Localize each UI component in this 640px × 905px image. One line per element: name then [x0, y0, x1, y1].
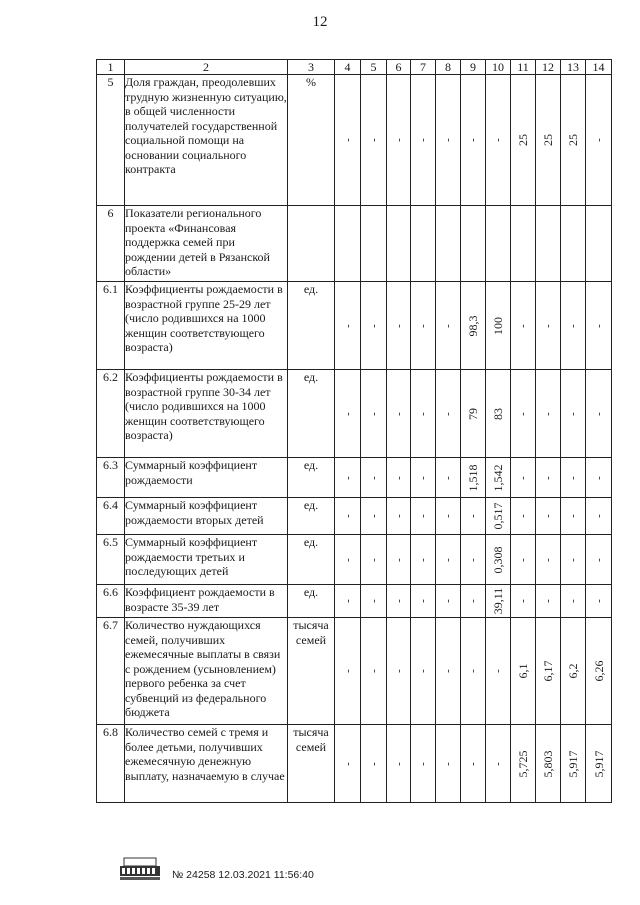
value-text: -	[516, 514, 529, 518]
unit-of-measure: ед.	[288, 370, 335, 458]
value-text: -	[341, 323, 354, 328]
value-cell	[461, 282, 486, 370]
value-text: -	[392, 323, 405, 328]
row-number: 6.7	[97, 618, 125, 725]
unit-of-measure: ед.	[288, 498, 335, 535]
value-text: -	[466, 599, 479, 603]
column-number: 4	[335, 60, 361, 75]
value-text: -	[516, 323, 529, 328]
unit-of-measure: %	[288, 75, 335, 206]
column-number: 6	[387, 60, 411, 75]
value-cell	[361, 618, 387, 725]
table-header-row	[97, 60, 612, 75]
value-cell	[586, 535, 612, 585]
value-cell	[387, 535, 411, 585]
value-text: 5,725	[515, 750, 530, 777]
value-text: -	[341, 514, 354, 518]
value-text: -	[416, 514, 429, 518]
value-text: -	[566, 323, 579, 328]
row-number: 6.2	[97, 370, 125, 458]
value-cell	[536, 725, 561, 803]
value-cell	[461, 618, 486, 725]
value-text: -	[416, 669, 429, 673]
value-text: -	[392, 557, 405, 562]
value-cell	[361, 535, 387, 585]
indicator-name: Показатели регионального проекта «Финансовая поддержка семей при рождении детей в Рязанской области»	[125, 206, 288, 282]
value-cell	[387, 370, 411, 458]
value-text: -	[441, 138, 454, 142]
table-row	[97, 282, 612, 370]
value-cell	[361, 75, 387, 206]
value-text: -	[341, 761, 354, 766]
page-number: 12	[312, 14, 328, 30]
value-text: -	[367, 411, 380, 416]
value-text: -	[441, 599, 454, 603]
value-cell	[361, 370, 387, 458]
value-text: -	[416, 761, 429, 766]
value-cell	[436, 725, 461, 803]
value-cell	[387, 585, 411, 618]
value-text: 5,917	[591, 750, 606, 777]
value-text: 6,26	[591, 660, 606, 682]
value-cell	[335, 498, 361, 535]
column-number: 14	[586, 60, 612, 75]
value-cell	[436, 498, 461, 535]
value-cell	[411, 458, 436, 498]
value-text: 100	[490, 316, 505, 335]
value-cell	[486, 282, 511, 370]
value-cell	[361, 458, 387, 498]
indicator-name: Коэффициенты рождаемости в возрастной группе 30-34 лет (число родившихся на 1000 женщин соответствующего возраста)	[125, 370, 288, 458]
column-number: 3	[288, 60, 335, 75]
value-text: -	[541, 514, 554, 518]
value-text: -	[441, 669, 454, 673]
value-text: -	[392, 411, 405, 416]
value-text: -	[592, 475, 605, 480]
value-cell	[461, 585, 486, 618]
value-text: -	[541, 323, 554, 328]
value-cell	[461, 206, 486, 282]
value-cell	[411, 535, 436, 585]
value-cell	[361, 725, 387, 803]
value-cell	[586, 725, 612, 803]
value-cell	[561, 206, 586, 282]
value-cell	[511, 498, 536, 535]
value-cell	[561, 618, 586, 725]
value-text: 25	[515, 134, 530, 146]
column-number: 1	[97, 60, 125, 75]
value-cell	[461, 370, 486, 458]
value-cell	[511, 585, 536, 618]
value-cell	[536, 585, 561, 618]
value-cell	[335, 282, 361, 370]
value-cell	[335, 75, 361, 206]
table-row	[97, 458, 612, 498]
value-cell	[436, 206, 461, 282]
value-text: 0,308	[490, 546, 505, 573]
value-cell	[411, 618, 436, 725]
value-cell	[411, 585, 436, 618]
value-cell	[461, 458, 486, 498]
value-cell	[335, 535, 361, 585]
unit-of-measure: ед.	[288, 282, 335, 370]
value-cell	[586, 370, 612, 458]
value-cell	[586, 75, 612, 206]
value-cell	[335, 618, 361, 725]
value-text: -	[541, 411, 554, 416]
value-cell	[511, 535, 536, 585]
column-number: 9	[461, 60, 486, 75]
value-cell	[387, 498, 411, 535]
table-row	[97, 535, 612, 585]
value-text: -	[466, 669, 479, 673]
value-text: -	[416, 138, 429, 142]
column-number: 10	[486, 60, 511, 75]
unit-of-measure: тысяча семей	[288, 725, 335, 803]
value-cell	[561, 535, 586, 585]
value-text: -	[491, 669, 504, 673]
value-text: -	[367, 599, 380, 603]
value-cell	[561, 585, 586, 618]
value-cell	[361, 206, 387, 282]
value-text: -	[441, 323, 454, 328]
column-number: 13	[561, 60, 586, 75]
value-cell	[411, 370, 436, 458]
value-cell	[461, 725, 486, 803]
indicator-name: Суммарный коэффициент рождаемости третьих и последующих детей	[125, 535, 288, 585]
value-text: 79	[465, 407, 480, 420]
value-cell	[561, 75, 586, 206]
value-text: 25	[540, 134, 555, 146]
value-cell	[536, 535, 561, 585]
value-text: -	[592, 557, 605, 562]
row-number: 6.3	[97, 458, 125, 498]
value-cell	[486, 370, 511, 458]
value-cell	[436, 282, 461, 370]
value-text: -	[441, 411, 454, 416]
value-cell	[561, 498, 586, 535]
table-row	[97, 725, 612, 803]
row-number: 6.1	[97, 282, 125, 370]
value-text: -	[367, 669, 380, 673]
value-cell	[486, 458, 511, 498]
value-cell	[387, 458, 411, 498]
value-cell	[536, 206, 561, 282]
value-text: -	[491, 761, 504, 766]
row-number: 6	[97, 206, 125, 282]
value-text: -	[516, 475, 529, 480]
value-text: -	[416, 599, 429, 603]
value-cell	[486, 75, 511, 206]
value-text: -	[341, 669, 354, 673]
row-number: 5	[97, 75, 125, 206]
column-number: 12	[536, 60, 561, 75]
value-cell	[461, 498, 486, 535]
value-cell	[511, 75, 536, 206]
value-text: -	[516, 411, 529, 416]
value-cell	[436, 458, 461, 498]
value-text: -	[592, 514, 605, 518]
value-text: 83	[490, 407, 505, 420]
document-logo	[118, 856, 162, 882]
value-text: -	[566, 557, 579, 562]
value-text: -	[367, 138, 380, 142]
value-cell	[436, 585, 461, 618]
value-cell	[411, 498, 436, 535]
value-text: 25	[565, 134, 580, 146]
value-cell	[536, 498, 561, 535]
value-cell	[387, 618, 411, 725]
table-row	[97, 618, 612, 725]
value-text: -	[341, 599, 354, 603]
value-cell	[511, 458, 536, 498]
value-cell	[361, 498, 387, 535]
column-number: 7	[411, 60, 436, 75]
column-number: 2	[125, 60, 288, 75]
row-number: 6.5	[97, 535, 125, 585]
value-text: -	[441, 514, 454, 518]
value-text: -	[541, 475, 554, 480]
value-text: -	[541, 599, 554, 603]
value-cell	[387, 282, 411, 370]
value-cell	[411, 282, 436, 370]
value-cell	[561, 458, 586, 498]
value-text: -	[416, 323, 429, 328]
value-text: -	[441, 761, 454, 766]
indicator-name: Количество семей с тремя и более детьми, получивших ежемесячную денежную выплату, назначаемую в случае	[125, 725, 288, 803]
row-number: 6.8	[97, 725, 125, 803]
value-text: -	[392, 599, 405, 603]
value-cell	[486, 535, 511, 585]
value-cell	[486, 498, 511, 535]
value-cell	[586, 618, 612, 725]
value-cell	[436, 370, 461, 458]
value-cell	[511, 206, 536, 282]
value-cell	[335, 725, 361, 803]
unit-of-measure: тысяча семей	[288, 618, 335, 725]
value-text: -	[541, 557, 554, 562]
value-cell	[561, 282, 586, 370]
value-cell	[586, 282, 612, 370]
value-cell	[536, 282, 561, 370]
value-text: -	[441, 475, 454, 480]
value-text: -	[491, 138, 504, 142]
value-text: 1,542	[490, 464, 505, 491]
indicator-name: Суммарный коэффициент рождаемости вторых детей	[125, 498, 288, 535]
value-text: -	[392, 475, 405, 480]
value-text: -	[367, 557, 380, 562]
table-row	[97, 370, 612, 458]
value-cell	[411, 206, 436, 282]
value-cell	[486, 725, 511, 803]
value-cell	[387, 75, 411, 206]
value-cell	[387, 725, 411, 803]
value-cell	[436, 618, 461, 725]
value-cell	[586, 206, 612, 282]
indicator-name: Коэффициенты рождаемости в возрастной группе 25-29 лет (число родившихся на 1000 женщин соответствующего возраста)	[125, 282, 288, 370]
value-text: -	[392, 669, 405, 673]
unit-of-measure: ед.	[288, 585, 335, 618]
unit-of-measure: ед.	[288, 535, 335, 585]
value-text: -	[566, 599, 579, 603]
table-row	[97, 585, 612, 618]
value-text: 39,11	[490, 587, 505, 615]
unit-of-measure	[288, 206, 335, 282]
value-cell	[511, 282, 536, 370]
value-cell	[436, 535, 461, 585]
value-cell	[335, 370, 361, 458]
table-row	[97, 75, 612, 206]
value-text: -	[592, 138, 605, 142]
value-text: 98,3	[465, 315, 480, 336]
value-text: -	[466, 761, 479, 766]
table-row	[97, 206, 612, 282]
value-text: -	[416, 557, 429, 562]
value-text: -	[566, 411, 579, 416]
value-text: 1,518	[465, 464, 480, 491]
value-cell	[361, 585, 387, 618]
value-cell	[586, 585, 612, 618]
value-cell	[335, 585, 361, 618]
unit-of-measure: ед.	[288, 458, 335, 498]
value-text: -	[466, 557, 479, 562]
value-cell	[486, 206, 511, 282]
value-text: -	[416, 475, 429, 480]
value-cell	[361, 282, 387, 370]
value-cell	[511, 725, 536, 803]
indicator-name: Доля граждан, преодолевших трудную жизненную ситуацию, в общей численности получателей государственной социальной помощи на основании социального контракта	[125, 75, 288, 206]
value-text: 6,17	[540, 660, 555, 682]
value-text: -	[516, 599, 529, 603]
value-cell	[461, 75, 486, 206]
value-cell	[486, 585, 511, 618]
value-cell	[411, 725, 436, 803]
value-text: -	[466, 138, 479, 142]
value-cell	[561, 370, 586, 458]
value-text: 6,1	[515, 663, 530, 679]
value-cell	[335, 458, 361, 498]
value-cell	[486, 618, 511, 725]
value-cell	[536, 75, 561, 206]
value-text: -	[367, 761, 380, 766]
column-number: 5	[361, 60, 387, 75]
value-text: -	[367, 323, 380, 328]
value-text: 6,2	[565, 663, 580, 679]
value-cell	[586, 498, 612, 535]
value-text: 5,803	[540, 750, 555, 777]
row-number: 6.4	[97, 498, 125, 535]
value-cell	[536, 458, 561, 498]
value-text: -	[592, 323, 605, 328]
document-stamp: № 24258 12.03.2021 11:56:40	[172, 869, 314, 881]
value-cell	[536, 618, 561, 725]
column-number: 11	[511, 60, 536, 75]
value-text: -	[392, 514, 405, 518]
value-text: -	[367, 475, 380, 480]
value-cell	[561, 725, 586, 803]
value-text: -	[367, 514, 380, 518]
value-text: 5,917	[565, 750, 580, 777]
value-cell	[387, 206, 411, 282]
value-cell	[461, 535, 486, 585]
value-text: 0,517	[490, 502, 505, 530]
value-cell	[511, 618, 536, 725]
value-cell	[536, 370, 561, 458]
indicators-table	[96, 59, 612, 803]
value-cell	[411, 75, 436, 206]
value-text: -	[416, 411, 429, 416]
value-text: -	[341, 138, 354, 142]
value-cell	[335, 206, 361, 282]
column-number: 8	[436, 60, 461, 75]
value-text: -	[466, 514, 479, 518]
indicator-name: Коэффициент рождаемости в возрасте 35-39 лет	[125, 585, 288, 618]
value-cell	[436, 75, 461, 206]
value-text: -	[341, 557, 354, 562]
value-text: -	[592, 599, 605, 603]
table-row	[97, 498, 612, 535]
indicator-name: Суммарный коэффициент рождаемости	[125, 458, 288, 498]
value-text: -	[516, 557, 529, 562]
value-text: -	[341, 411, 354, 416]
value-cell	[586, 458, 612, 498]
indicator-name: Количество нуждающихся семей, получивших ежемесячные выплаты в связи с рождением (усыновлением) первого ребенка за счет субвенций из федерального бюджета	[125, 618, 288, 725]
value-text: -	[341, 475, 354, 480]
row-number: 6.6	[97, 585, 125, 618]
value-text: -	[566, 475, 579, 480]
value-text: -	[566, 514, 579, 518]
value-text: -	[392, 138, 405, 142]
value-text: -	[592, 411, 605, 416]
value-cell	[511, 370, 536, 458]
value-text: -	[441, 557, 454, 562]
value-text: -	[392, 761, 405, 766]
